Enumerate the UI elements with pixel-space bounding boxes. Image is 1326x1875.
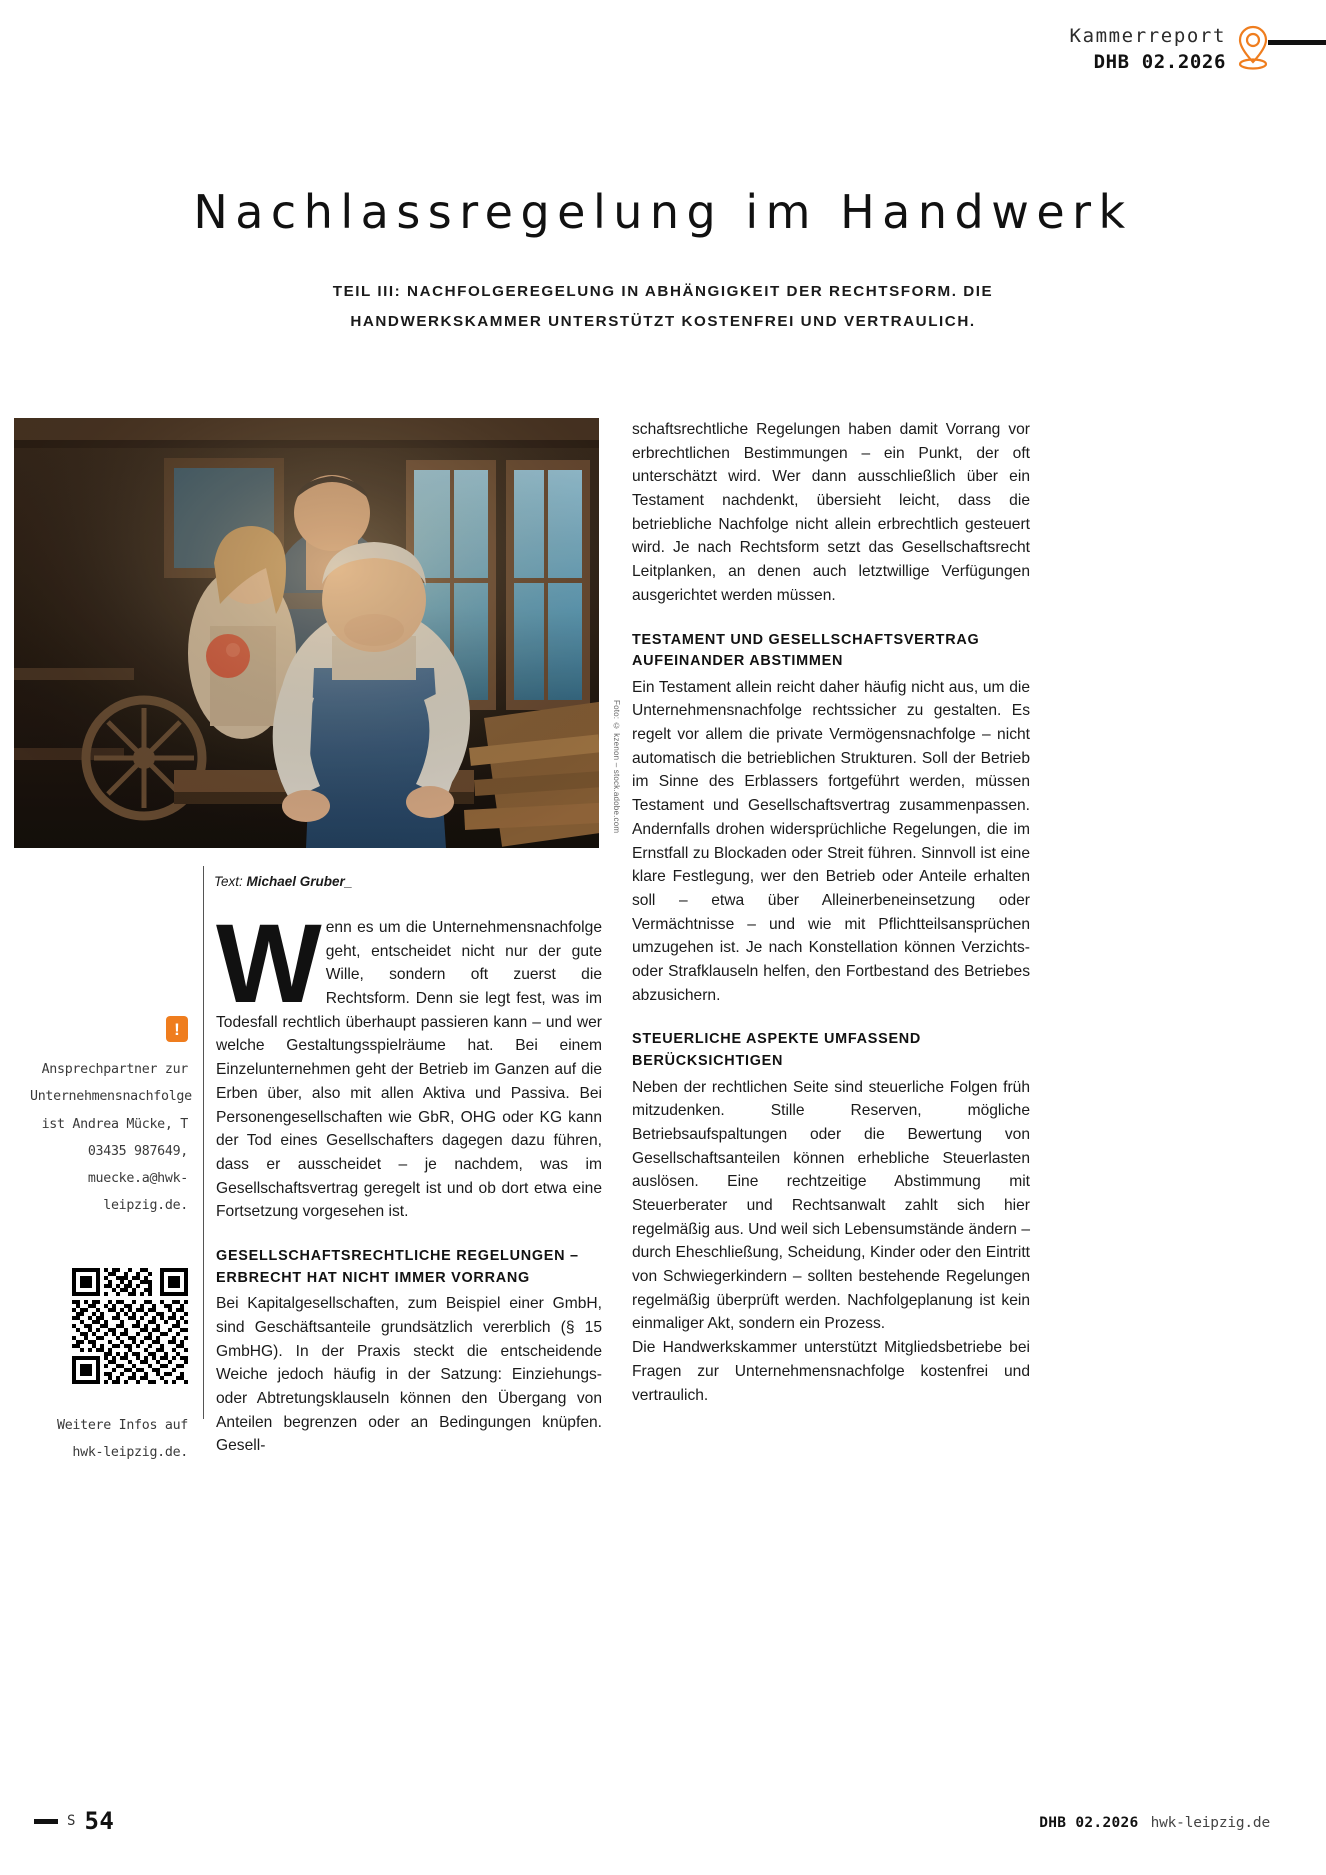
photo-credit: Foto: © kzenon – stock.adobe.com [612,700,621,834]
section-body-steuer: Neben der rechtlichen Seite sind steuerliche Folgen früh mitzudenken. Stille Reserven, mögliche Betriebsaufspaltungen oder die Bewertung von Gesellschaftsanteilen können erhebliche Steuerlasten auslösen. Eine rechtzeitige Abstimmung mit Steuerberater und Rechtsanwalt zahlt sich hier regelmäßig aus. Und weil sich Lebensumstände ändern – durch Eheschließung, Scheidung, Kinder oder den Eintritt von Schwiegerkindern – sollten bestehende Regelungen regelmäßig überprüft werden. Nachfolgeplanung ist kein einmaliger Akt, sondern ein Prozess. [632,1078,1030,1333]
lead-paragraph [216,901,602,1224]
header-rule [1268,40,1326,45]
article-column-left [216,901,602,1458]
footer-page-prefix: S [67,1813,76,1829]
alert-icon: ! [166,1016,188,1042]
contact-info: Ansprechpartner zur Unternehmensnachfolge ist Andrea Mücke, T 03435 987649, muecke.a@hwk-leipzig.de. [30,1062,192,1214]
footer-meta [1039,1815,1270,1831]
article-photo [14,418,599,848]
header-branding [1070,22,1270,77]
header-issue: DHB 02.2026 [1093,50,1226,73]
section-heading-steuer: STEUERLICHE ASPEKTE UMFASSEND BERÜCKSICHTIGEN [632,1031,922,1069]
page-title: Nachlassregelung im Handwerk [193,185,1133,239]
page-footer [0,1785,1326,1875]
page-header [0,0,1326,110]
drop-cap: W [216,901,322,1026]
footer-url[interactable]: hwk-leipzig.de [1150,1815,1270,1831]
footer-issue: DHB 02.2026 [1039,1815,1139,1831]
section-body-gesellschaftsrecht: Bei Kapitalgesellschaften, zum Beispiel einer GmbH, sind Geschäftsanteile grundsätzlich vererblich (§ 15 GmbHG). In der Praxis steckt die entscheidende Weiche jedoch häufig in der Satzung: Einziehungs- oder Abtretungsklauseln können den Übergang von Anteilen begrenzen oder an Bedingungen knüpfen. Gesell- [216,1295,602,1455]
section-body-testament: Ein Testament allein reicht daher häufig nicht aus, um die Unternehmensnachfolge rechtssicher zu gestalten. Es regelt vor allem die private Vermögensnachfolge – nicht automatisch die betrieblichen Strukturen. Soll der Betrieb im Sinne des Erblassers fortgeführt werden, müssen Testament und Gesellschaftsvertrag zusammenpassen. Andernfalls drohen widersprüchliche Regelungen, die im Ernstfall zu Blockaden oder Streit führen. Sinnvoll ist eine klare Festlegung, wer den Betrieb oder Anteile erhalten soll – etwa über Alleinerbeneinsetzung oder Vermächtnisse – und wie mit Pflichtteilsansprüchen umzugehen ist. Je nach Konstellation können Verzichts- oder Strafklauseln helfen, den Fortbestand des Betriebes abzusichern. [632,678,1030,1004]
section-heading-testament: TESTAMENT UND GESELLSCHAFTSVERTRAG AUFEINANDER ABSTIMMEN [632,631,980,670]
header-text-block [1070,25,1226,75]
byline-label: Text: [214,874,247,889]
qr-code-icon[interactable] [72,1268,188,1384]
location-pin-icon [1236,24,1270,77]
page-subtitle: TEIL III: NACHFOLGEREGELUNG IN ABHÄNGIGKEIT DER RECHTSFORM. DIE HANDWERKSKAMMER UNTERSTÜTZT KOSTENFREI UND VERTRAULICH. [332,282,994,330]
column-divider [203,866,204,1419]
footer-page-marker [34,1807,114,1835]
closing-paragraph: Die Handwerkskammer unterstützt Mitgliedsbetriebe bei Fragen zur Unternehmensnachfolge kostenfrei und vertraulich. [632,1339,1030,1404]
byline [214,874,352,889]
section-heading-gesellschaftsrecht: GESELLSCHAFTSRECHTLICHE REGELUNGEN – ERBRECHT HAT NICHT IMMER VORRANG [216,1247,579,1286]
title-block [0,186,1326,336]
byline-author: Michael Gruber_ [246,874,353,889]
continued-paragraph: schaftsrechtliche Regelungen haben damit Vorrang vor erbrechtlichen Bestimmungen – ein Punkt, der oft unterschätzt wird. Wer dann ausschließlich über ein Testament nachdenkt, übersieht leicht, dass die betriebliche Nachfolge nicht allein erbrechtlich gesteuert wird. Je nach Rechtsform setzt das Gesellschaftsrecht Leitplanken, an denen auch letztwillige Verfügungen ausgerichtet werden müssen. [632,421,1030,604]
contact-sidebar [30,1016,192,1466]
footer-bar-icon [34,1819,58,1824]
lead-text: enn es um die Unternehmensnachfolge geht, entscheidet nicht nur der gute Wille, sondern oft zuerst die Rechtsform. Denn sie legt fest, was im Todesfall rechtlich überhaupt passieren kann – und wer welche Gestaltungsspielräume hat. Bei einem Einzelunternehmen geht der Betrieb im Ganzen auf die Erben über, also mit allen Aktiva und Passiva. Bei Personengesellschaften wie GbR, OHG oder KG kann der Tod eines Gesellschafters dagegen dazu führen, dass er ausscheidet – je nachdem, was im Gesellschaftsvertrag geregelt ist und ob dort etwa eine Fortsetzung vorgesehen ist. [216,919,602,1221]
more-info-text: Weitere Infos auf hwk-leipzig.de. [57,1417,188,1460]
article-column-right [632,418,1030,1407]
qr-code-wrap[interactable] [30,1268,188,1384]
footer-page-number: 54 [84,1807,115,1835]
header-eyebrow: Kammerreport [1069,24,1226,47]
